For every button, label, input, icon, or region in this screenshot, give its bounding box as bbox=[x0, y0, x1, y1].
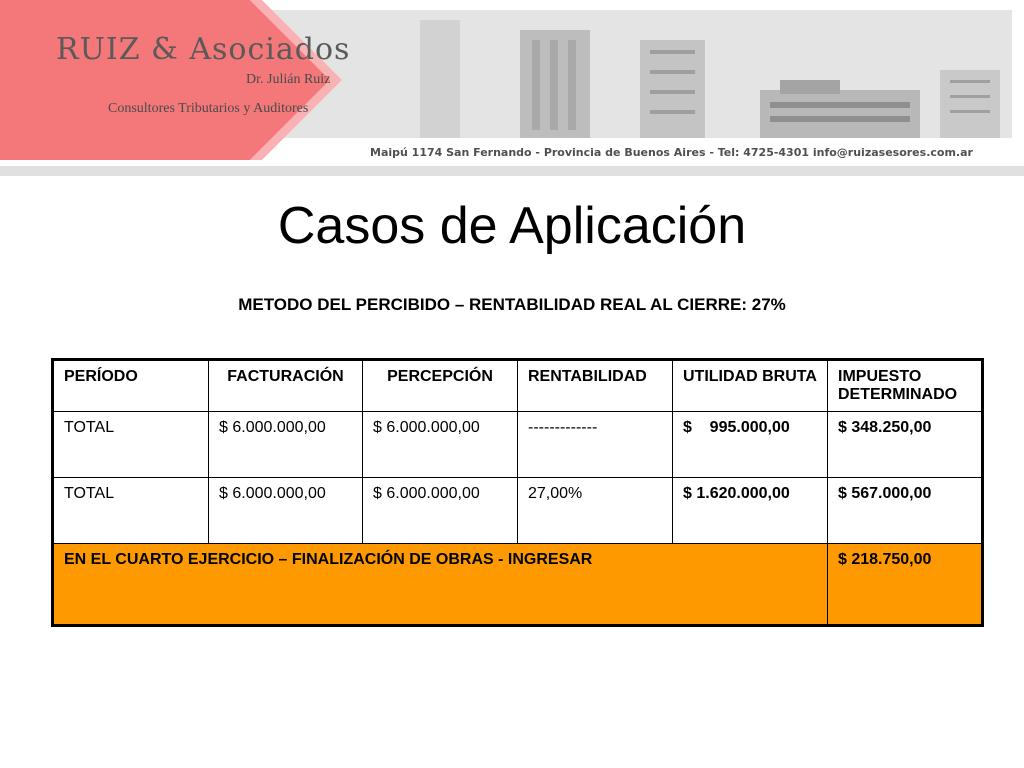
summary-label: EN EL CUARTO EJERCICIO – FINALIZACIÓN DE OBRAS - INGRESAR bbox=[53, 544, 828, 626]
slide-subtitle: METODO DEL PERCIBIDO – RENTABILIDAD REAL AL CIERRE: 27% bbox=[238, 295, 786, 314]
cell-rentabilidad: ------------- bbox=[518, 412, 673, 478]
header-periodo: PERÍODO bbox=[53, 360, 209, 412]
cell-impuesto: $ 567.000,00 bbox=[828, 478, 983, 544]
cell-percepcion: $ 6.000.000,00 bbox=[363, 478, 518, 544]
header-percepcion: PERCEPCIÓN bbox=[363, 360, 518, 412]
header-impuesto-determinado: IMPUESTO DETERMINADO bbox=[828, 360, 983, 412]
cell-utilidad-bruta: $ 1.620.000,00 bbox=[673, 478, 828, 544]
cell-percepcion: $ 6.000.000,00 bbox=[363, 412, 518, 478]
header-banner bbox=[0, 0, 1024, 176]
summary-value: $ 218.750,00 bbox=[828, 544, 983, 626]
cell-impuesto: $ 348.250,00 bbox=[828, 412, 983, 478]
cell-rentabilidad: 27,00% bbox=[518, 478, 673, 544]
cell-periodo: TOTAL bbox=[53, 478, 209, 544]
cell-facturacion: $ 6.000.000,00 bbox=[209, 412, 363, 478]
contact-info: Maipú 1174 San Fernando - Provincia de Buenos Aires - Tel: 4725-4301 info@ruizasesores.com.ar bbox=[370, 146, 973, 159]
table-row bbox=[53, 412, 983, 478]
header-facturacion: FACTURACIÓN bbox=[209, 360, 363, 412]
header-utilidad-bruta: UTILIDAD BRUTA bbox=[673, 360, 828, 412]
brand-tagline: Consultores Tributarios y Auditores bbox=[108, 101, 309, 116]
slide-title: Casos de Aplicación bbox=[277, 197, 747, 255]
brand-person: Dr. Julián Ruiz bbox=[246, 72, 331, 87]
banner-divider bbox=[0, 166, 1024, 176]
data-table bbox=[51, 358, 984, 627]
header-rentabilidad: RENTABILIDAD bbox=[518, 360, 673, 412]
cell-utilidad-bruta: $ 995.000,00 bbox=[673, 412, 828, 478]
cell-periodo: TOTAL bbox=[53, 412, 209, 478]
summary-row bbox=[53, 544, 983, 626]
table-header-row bbox=[53, 360, 983, 412]
cell-facturacion: $ 6.000.000,00 bbox=[209, 478, 363, 544]
brand-name: RUIZ & Asociados bbox=[56, 32, 351, 67]
table-row bbox=[53, 478, 983, 544]
